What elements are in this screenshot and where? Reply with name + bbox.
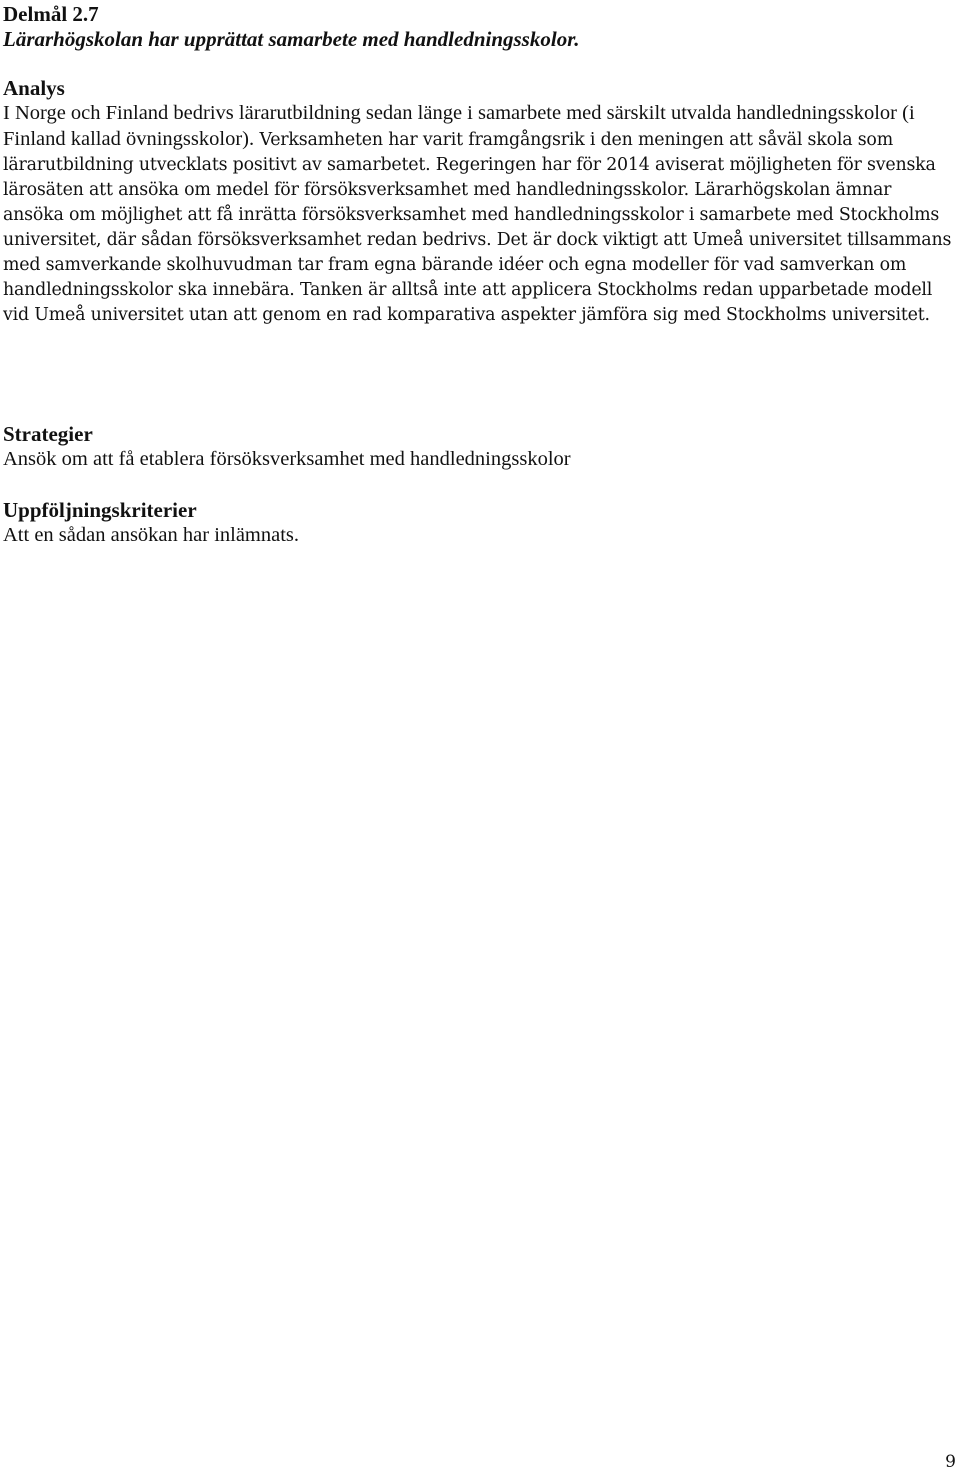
page-number: 9 <box>945 1452 956 1472</box>
analysis-intro: I Norge och Finland bedrivs lärarutbildning sedan länge i samarbete med särskilt utvalda handledningsskolor (i Finland kallad övningsskolor). <box>3 102 915 150</box>
analysis-heading: Analys <box>3 76 65 100</box>
strategy-heading: Strategier <box>3 422 93 446</box>
goal-section <box>3 2 579 52</box>
goal-heading: Delmål 2.7 <box>3 2 99 26</box>
followup-text-run: Att en sådan ansökan har inlämnats. <box>3 524 300 546</box>
analysis-paragraph <box>3 101 955 328</box>
strategy-section <box>3 422 571 473</box>
followup-heading: Uppföljningskriterier <box>3 498 197 522</box>
goal-subtitle: Lärarhögskolan har upprättat samarbete med handledningsskolor. <box>3 27 580 51</box>
strategy-text <box>3 447 571 473</box>
followup-text <box>3 523 299 549</box>
followup-section <box>3 498 299 549</box>
analysis-body: Verksamheten har varit framgångsrik i den meningen att såväl skola som lärarutbildning utvecklats positivt av samarbetet. Regeringen har för 2014 aviserat möjligheten för svenska lärosäten att ansöka om medel för försöksverksamhet med handledningsskolor. Lärarhögskolan ämnar ansöka om möjlighet att få inrätta försöksverksamhet med handledningsskolor i samarbete med Stockholms universitet, där sådan försöksverksamhet redan bedrivs. Det är dock viktigt att Umeå universitet tillsammans med samverkande skolhuvudman tar fram egna bärande idéer och egna modeller för vad samverkan om handledningsskolor ska innebära. Tanken är alltså inte att applicera Stockholms redan upparbetade modell vid Umeå universitet utan att genom en rad komparativa aspekter jämföra sig med Stockholms universitet. <box>3 130 952 325</box>
strategy-text-run: Ansök om att få etablera försöksverksamhet med handledningsskolor <box>3 448 571 470</box>
analysis-section <box>3 76 955 328</box>
